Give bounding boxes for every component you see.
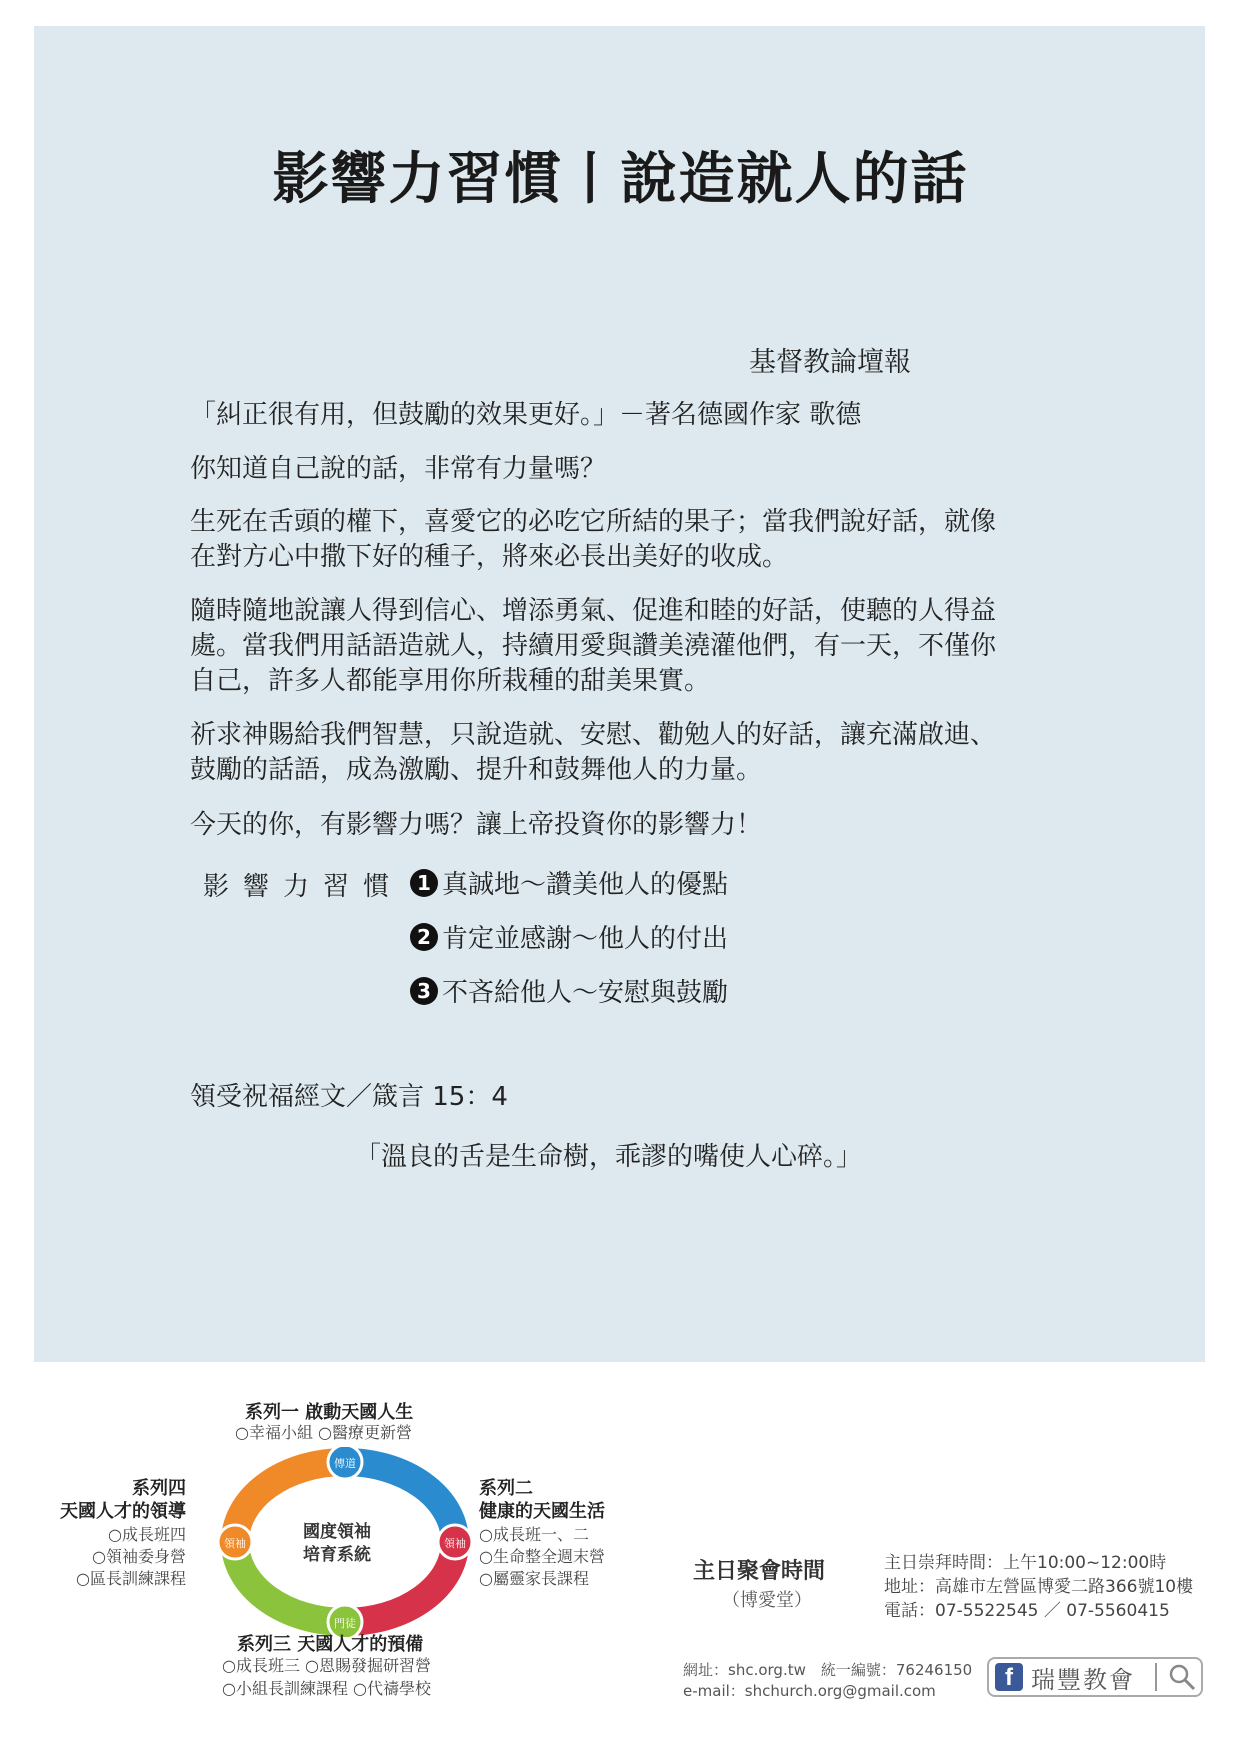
- church-website: 網址：shc.org.tw 統一編號：76246150: [683, 1661, 973, 1679]
- habit-text-3: 不吝給他人～安慰與鼓勵: [442, 978, 729, 1008]
- facebook-search-box[interactable]: [987, 1657, 1203, 1697]
- paragraph-4: 祈求神賜給我們智慧，只說造就、安慰、勸勉人的好話，讓充滿啟迪、鼓勵的話語，成為激勵、提升和鼓舞他人的力量。: [190, 720, 997, 785]
- number-badge-2: 2: [410, 923, 438, 951]
- series3-title: 系列三 天國人才的預備: [237, 1634, 424, 1655]
- node-right-label: 領袖: [444, 1537, 466, 1550]
- series2-title-1: 系列二: [479, 1478, 533, 1499]
- divider: [1155, 1663, 1157, 1691]
- facebook-icon: f: [995, 1663, 1023, 1691]
- paragraph-2: 生死在舌頭的權下，喜愛它的必吃它所結的果子；當我們說好話，就像在對方心中撒下好的種子，將來必長出美好的收成。: [190, 507, 997, 572]
- series4-title-1: 系列四: [132, 1478, 186, 1499]
- habit-item-3: [410, 972, 728, 1009]
- number-badge-3: 3: [410, 977, 438, 1005]
- series2-sub-3: ○屬靈家長課程: [479, 1569, 589, 1588]
- series2-title-2: 健康的天國生活: [479, 1501, 605, 1522]
- worship-time: 主日崇拜時間：上午10:00~12:00時: [884, 1553, 1167, 1573]
- node-top-label: 傳道: [334, 1457, 356, 1470]
- paragraph-5: 今天的你，有影響力嗎？讓上帝投資你的影響力！: [190, 810, 763, 840]
- habit-item-1: [410, 864, 728, 901]
- series4-sub-2: ○領袖委身營: [92, 1547, 186, 1566]
- paragraph-1: 你知道自己說的話，非常有力量嗎？: [190, 454, 607, 484]
- church-address: 地址：高雄市左營區博愛二路366號10樓: [884, 1577, 1194, 1597]
- habit-text-2: 肯定並感謝～他人的付出: [442, 924, 729, 954]
- search-icon[interactable]: [1167, 1662, 1197, 1692]
- series2-sub-1: ○成長班一、二: [479, 1525, 589, 1544]
- number-badge-1: 1: [410, 869, 438, 897]
- series4-title-2: 天國人才的領導: [60, 1501, 186, 1522]
- series1-sub: ○幸福小組 ○醫療更新營: [235, 1423, 413, 1442]
- church-phone: 電話：07-5522545 ／ 07-5560415: [884, 1601, 1170, 1621]
- footer: [0, 1362, 1241, 1755]
- scripture-reference: 領受祝福經文／箴言 15：4: [190, 1082, 508, 1112]
- paragraph-3: 隨時隨地說讓人得到信心、增添勇氣、促進和睦的好話，使聽的人得益處。當我們用話語造就人，持續用愛與讚美澆灌他們，有一天，不僅你自己，許多人都能享用你所栽種的甜美果實。: [190, 596, 997, 696]
- series4-sub-1: ○成長班四: [108, 1525, 186, 1544]
- leadership-ring-diagram: [195, 1447, 495, 1637]
- series4-sub-3: ○區長訓練課程: [76, 1569, 186, 1588]
- ring-center-line-2: 培育系統: [303, 1545, 371, 1565]
- habit-item-2: [410, 918, 728, 955]
- series1-title: 系列一 啟動天國人生: [245, 1402, 414, 1423]
- habits-label: 影響力習慣: [203, 872, 404, 902]
- quote: 「糾正很有用，但鼓勵的效果更好。」－著名德國作家 歌德: [190, 400, 862, 430]
- scripture-verse: 「溫良的舌是生命樹，乖謬的嘴使人心碎。」: [355, 1142, 863, 1172]
- series2-sub-2: ○生命整全週末營: [479, 1547, 605, 1566]
- sunday-service-location: （博愛堂）: [722, 1590, 812, 1611]
- node-left-label: 領袖: [224, 1537, 246, 1550]
- church-email: e-mail：shchurch.org@gmail.com: [683, 1682, 936, 1700]
- node-bottom-label: 門徒: [334, 1617, 356, 1630]
- article-source: 基督教論壇報: [749, 347, 911, 378]
- series3-sub-2: ○小組長訓練課程 ○代禱學校: [222, 1679, 432, 1698]
- habit-text-1: 真誠地～讚美他人的優點: [442, 870, 729, 900]
- sunday-service-title: 主日聚會時間: [693, 1559, 826, 1584]
- series3-sub-1: ○成長班三 ○恩賜發掘研習營: [222, 1656, 432, 1675]
- ring-center-line-1: 國度領袖: [303, 1522, 371, 1542]
- article-title: 影響力習慣丨說造就人的話: [272, 147, 969, 212]
- facebook-label: 瑞豐教會: [1031, 1665, 1135, 1694]
